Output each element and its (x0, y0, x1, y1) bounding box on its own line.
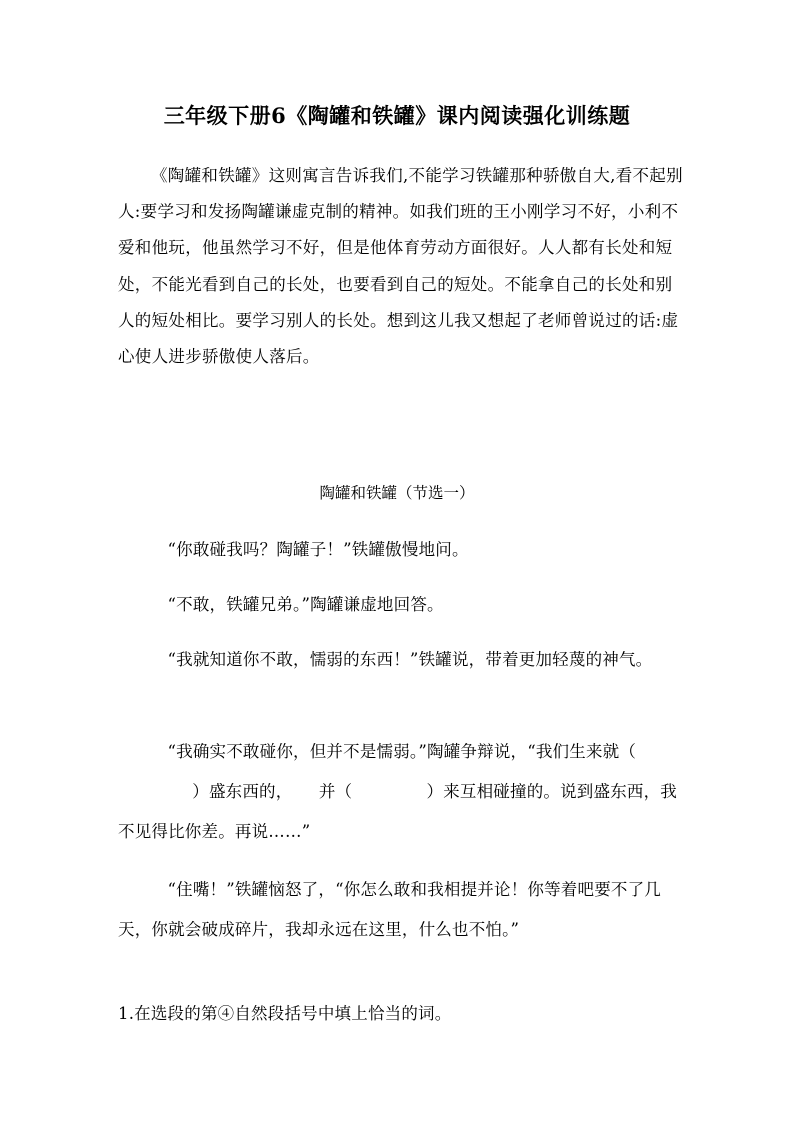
passage-title: 陶罐和铁罐（节选一） (319, 484, 475, 502)
paragraph-4-text-d: ）来互相碰撞的。说到盛东西，我不见得比你差。再说……” (118, 782, 677, 841)
passage-paragraph-2: “不敢，铁罐兄弟。”陶罐谦虚地回答。 (167, 595, 444, 614)
paragraph-4-text-b: ）盛东西的， (192, 782, 293, 801)
document-title: 三年级下册6《陶罐和铁罐》课内阅读强化训练题 (163, 103, 631, 128)
passage-paragraph-4 (118, 732, 680, 852)
passage-paragraph-5: “住嘴！”铁罐恼怒了，“你怎么敢和我相提并论！你等着吧要不了几天，你就会破成碎片，我却永远在这里，什么也不怕。” (118, 880, 662, 939)
passage-paragraph-3: “我就知道你不敢，懦弱的东西！”铁罐说，带着更加轻蔑的神气。 (167, 650, 653, 669)
paragraph-4-text-a: “我确实不敢碰你，但并不是懦弱。”陶罐争辩说，“我们生来就（ (167, 742, 637, 761)
paragraph-4-text-c: 并（ (318, 782, 353, 801)
passage-paragraph-1: “你敢碰我吗？陶罐子！”铁罐傲慢地问。 (167, 540, 469, 559)
question-1: 1.在选段的第④自然段括号中填上恰当的词。 (118, 1004, 452, 1023)
intro-paragraph: 《陶罐和铁罐》这则寓言告诉我们,不能学习铁罐那种骄傲自大,看不起别人:要学习和发扬陶罐谦虚克制的精神。如我们班的王小刚学习不好，小利不爱和他玩，他虽然学习不好，但是他体育劳动方面很好。人人都有长处和短处，不能光看到自己的长处，也要看到自己的短处。不能拿自己的长处和别人的短处相比。要学习别人的长处。想到这儿我又想起了老师曾说过的话:虚心使人进步骄傲使人落后。 (118, 166, 683, 367)
